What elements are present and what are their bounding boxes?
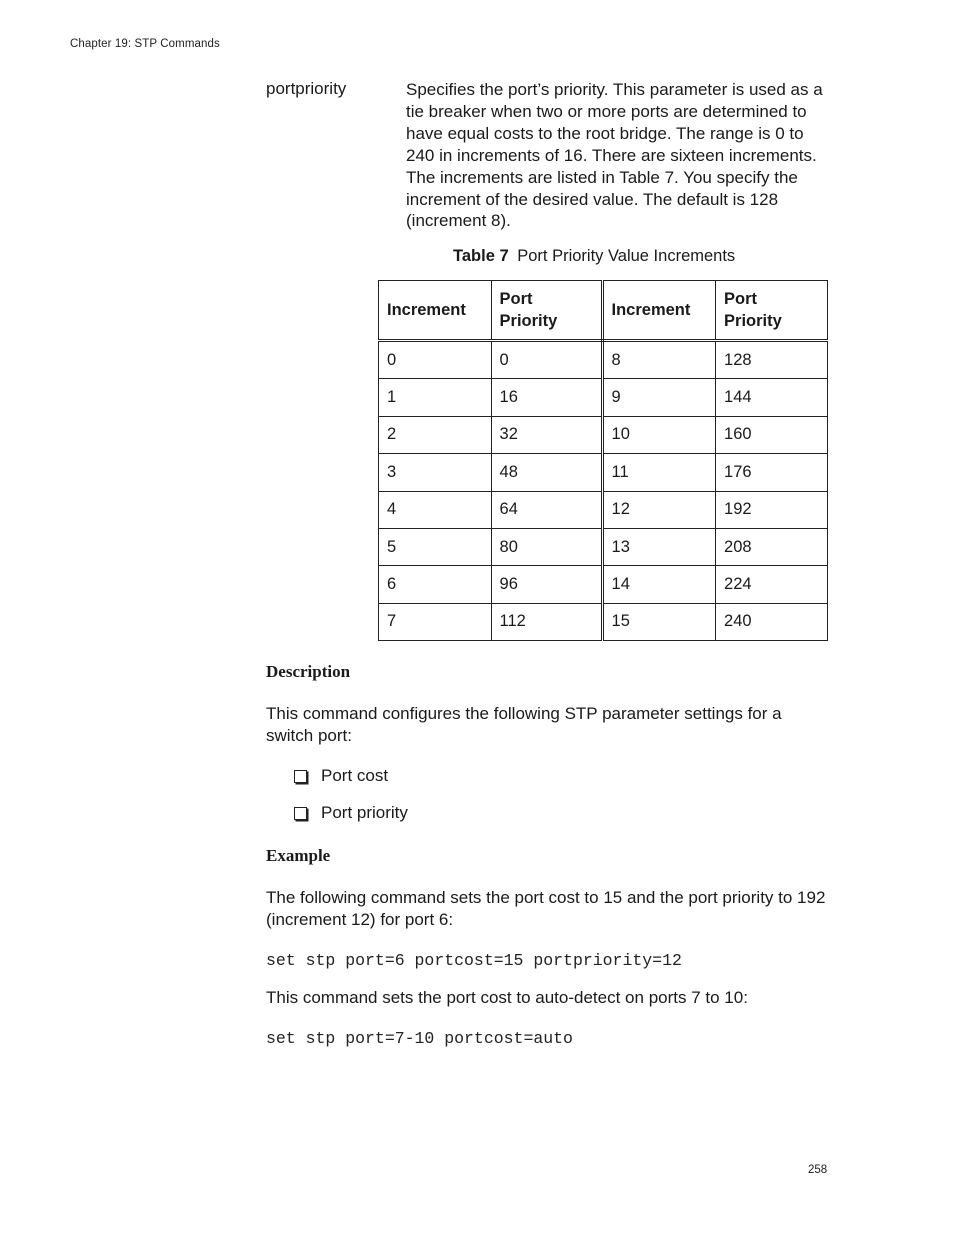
code-example-1: set stp port=6 portcost=15 portpriority=12 xyxy=(266,951,682,970)
list-item xyxy=(294,803,408,823)
parameter-term: portpriority xyxy=(266,79,347,98)
table-cell: 80 xyxy=(491,528,602,565)
example-text-2: This command sets the port cost to auto-detect on ports 7 to 10: xyxy=(266,988,748,1007)
table-cell: 5 xyxy=(379,528,492,565)
table-row xyxy=(379,491,828,528)
table-cell: 7 xyxy=(379,603,492,640)
port-priority-table xyxy=(378,280,828,641)
table-cell: 240 xyxy=(716,603,828,640)
table-cell: 9 xyxy=(602,379,716,416)
table-caption-title: Port Priority Value Increments xyxy=(517,247,736,265)
table-cell: 112 xyxy=(491,603,602,640)
table-cell: 48 xyxy=(491,454,602,491)
table-cell: 128 xyxy=(716,341,828,379)
table-row xyxy=(379,416,828,453)
description-heading: Description xyxy=(266,662,351,681)
code-example-2: set stp port=7-10 portcost=auto xyxy=(266,1029,573,1048)
table-cell: 6 xyxy=(379,566,492,603)
checkbox-bullet-icon xyxy=(294,807,307,820)
table-header-cell: Increment xyxy=(602,281,716,341)
checkbox-bullet-icon xyxy=(294,770,307,783)
table-header-row xyxy=(379,281,828,341)
table-cell: 1 xyxy=(379,379,492,416)
table-cell: 14 xyxy=(602,566,716,603)
table-row xyxy=(379,341,828,379)
table-cell: 0 xyxy=(491,341,602,379)
table-row xyxy=(379,603,828,640)
table-cell: 2 xyxy=(379,416,492,453)
table-cell: 192 xyxy=(716,491,828,528)
list-item xyxy=(294,766,388,786)
list-item-label: Port priority xyxy=(321,803,408,822)
table-cell: 208 xyxy=(716,528,828,565)
table-cell: 16 xyxy=(491,379,602,416)
table-cell: 12 xyxy=(602,491,716,528)
table-row xyxy=(379,454,828,491)
table-caption xyxy=(453,247,735,266)
table-cell: 4 xyxy=(379,491,492,528)
table-cell: 3 xyxy=(379,454,492,491)
table-cell: 32 xyxy=(491,416,602,453)
running-head: Chapter 19: STP Commands xyxy=(70,38,220,50)
table-caption-label: Table 7 xyxy=(453,247,509,265)
example-heading: Example xyxy=(266,846,331,865)
parameter-description: Specifies the port’s priority. This parameter is used as a tie breaker when two or more ports are determined to have equal costs to the root bridge. The range is 0 to 240 in increments of 16. There are sixteen increments. The increments are listed in Table 7. You specify the increment of the desired value. The default is 128 (increment 8). xyxy=(406,80,823,231)
table-cell: 15 xyxy=(602,603,716,640)
table-cell: 10 xyxy=(602,416,716,453)
table-header-cell: Increment xyxy=(379,281,492,341)
table-cell: 11 xyxy=(602,454,716,491)
table-cell: 64 xyxy=(491,491,602,528)
table-cell: 13 xyxy=(602,528,716,565)
table-row xyxy=(379,528,828,565)
table-header-cell: Port Priority xyxy=(491,281,602,341)
table-cell: 0 xyxy=(379,341,492,379)
table-cell: 176 xyxy=(716,454,828,491)
table-cell: 8 xyxy=(602,341,716,379)
list-item-label: Port cost xyxy=(321,766,389,785)
description-text: This command configures the following STP parameter settings for a switch port: xyxy=(266,704,782,745)
table-cell: 96 xyxy=(491,566,602,603)
page-number: 258 xyxy=(808,1164,828,1176)
table-header-cell: Port Priority xyxy=(716,281,828,341)
table-cell: 224 xyxy=(716,566,828,603)
table-cell: 160 xyxy=(716,416,828,453)
table-cell: 144 xyxy=(716,379,828,416)
table-row xyxy=(379,566,828,603)
example-text-1: The following command sets the port cost to 15 and the port priority to 192 (increment 12) for port 6: xyxy=(266,888,826,929)
table-row xyxy=(379,379,828,416)
